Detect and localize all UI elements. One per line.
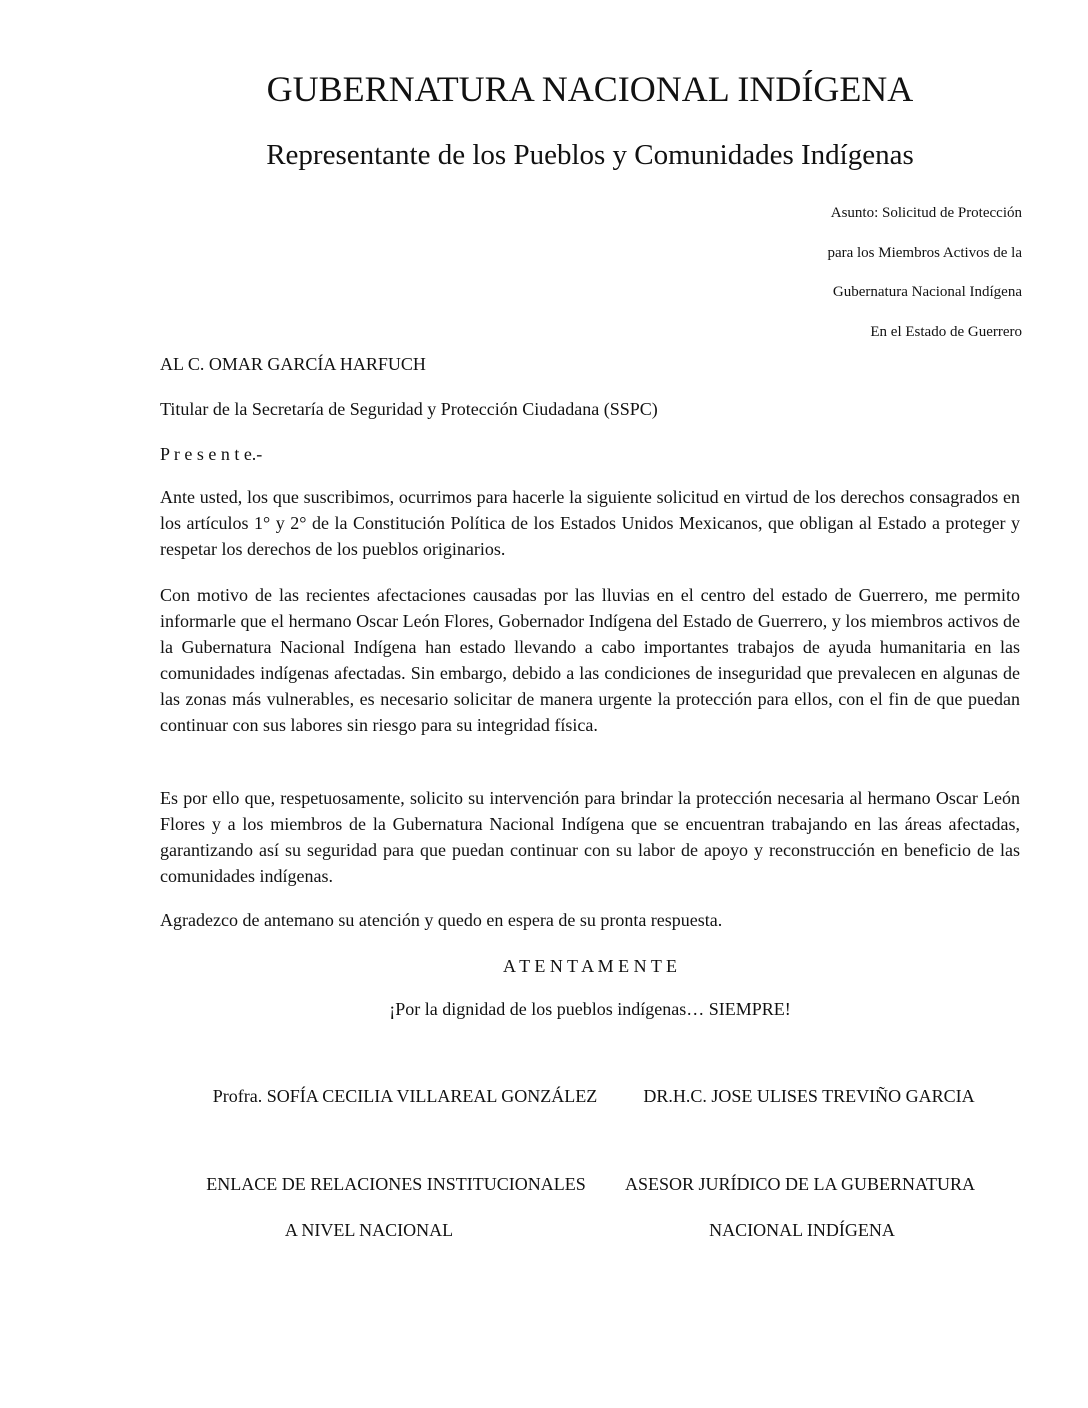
closing-atentamente: A T E N T A M E N T E [502,956,678,976]
greeting: P r e s e n t e.- [160,444,263,464]
body-paragraph-2: Con motivo de las recientes afectaciones causadas por las lluvias en el centro del estado de Guerrero, me permito informarle que el hermano Oscar León Flores, Gobernador Indígena del Estado de Guerrero, y los miembros activos de la Gubernatura Nacional Indígena han estado llevando a cabo importantes trabajos de ayuda humanitaria en las comunidades indígenas afectadas. Sin embargo, debido a las condiciones de inseguridad que prevalecen en algunas de las zonas más vulnerables, es necesario solicitar de manera urgente la protección para ellos, con el fin de que puedan continuar con sus labores sin riesgo para su integridad física. [160,585,1020,735]
body-paragraph-4: Agradezco de antemano su atención y quedo en espera de su pronta respuesta. [160,910,723,930]
subject-line: para los Miembros Activos de la [827,244,1022,261]
subject-line: Gubernatura Nacional Indígena [832,284,1022,300]
signatory-2-name: DR.H.C. JOSE ULISES TREVIÑO GARCIA [643,1086,975,1106]
signatory-1-role-line2: A NIVEL NACIONAL [284,1220,454,1240]
recipient-position: Titular de la Secretaría de Seguridad y Protección Ciudadana (SSPC) [160,399,658,419]
signatory-1-role: ENLACE DE RELACIONES INSTITUCIONALES [206,1174,586,1194]
body-paragraph-3: Es por ello que, respetuosamente, solicito su intervención para brindar la protección necesaria al hermano Oscar León Flores y a los miembros de la Gubernatura Nacional Indígena que se encuentran trabajando en las áreas afectadas, garantizando así su seguridad para que puedan continuar con su labor de apoyo y reconstrucción en beneficio de las comunidades indígenas. [160,788,1020,886]
body-paragraph-1: Ante usted, los que suscribimos, ocurrimos para hacerle la siguiente solicitud en virtud de los derechos consagrados en los artículos 1° y 2° de la Constitución Política de los Estados Unidos Mexicanos, que obligan al Estado a proteger y respetar los derechos de los pueblos originarios. [160,487,1020,559]
closing-motto: ¡Por la dignidad de los pueblos indígenas… SIEMPRE! [389,999,791,1019]
subject-line: En el Estado de Guerrero [870,323,1022,340]
document-title: GUBERNATURA NACIONAL INDÍGENA [266,69,914,109]
signatory-2-role-line2: NACIONAL INDÍGENA [709,1220,895,1240]
subject-line: Asunto: Solicitud de Protección [830,205,1022,221]
signatory-1-name: Profra. SOFÍA CECILIA VILLAREAL GONZÁLEZ [212,1086,598,1106]
subject-block [827,194,1022,352]
signatory-2-role: ASESOR JURÍDICO DE LA GUBERNATURA [624,1174,976,1194]
recipient-name: AL C. OMAR GARCÍA HARFUCH [160,354,426,374]
document-subtitle: Representante de los Pueblos y Comunidades Indígenas [266,139,914,171]
